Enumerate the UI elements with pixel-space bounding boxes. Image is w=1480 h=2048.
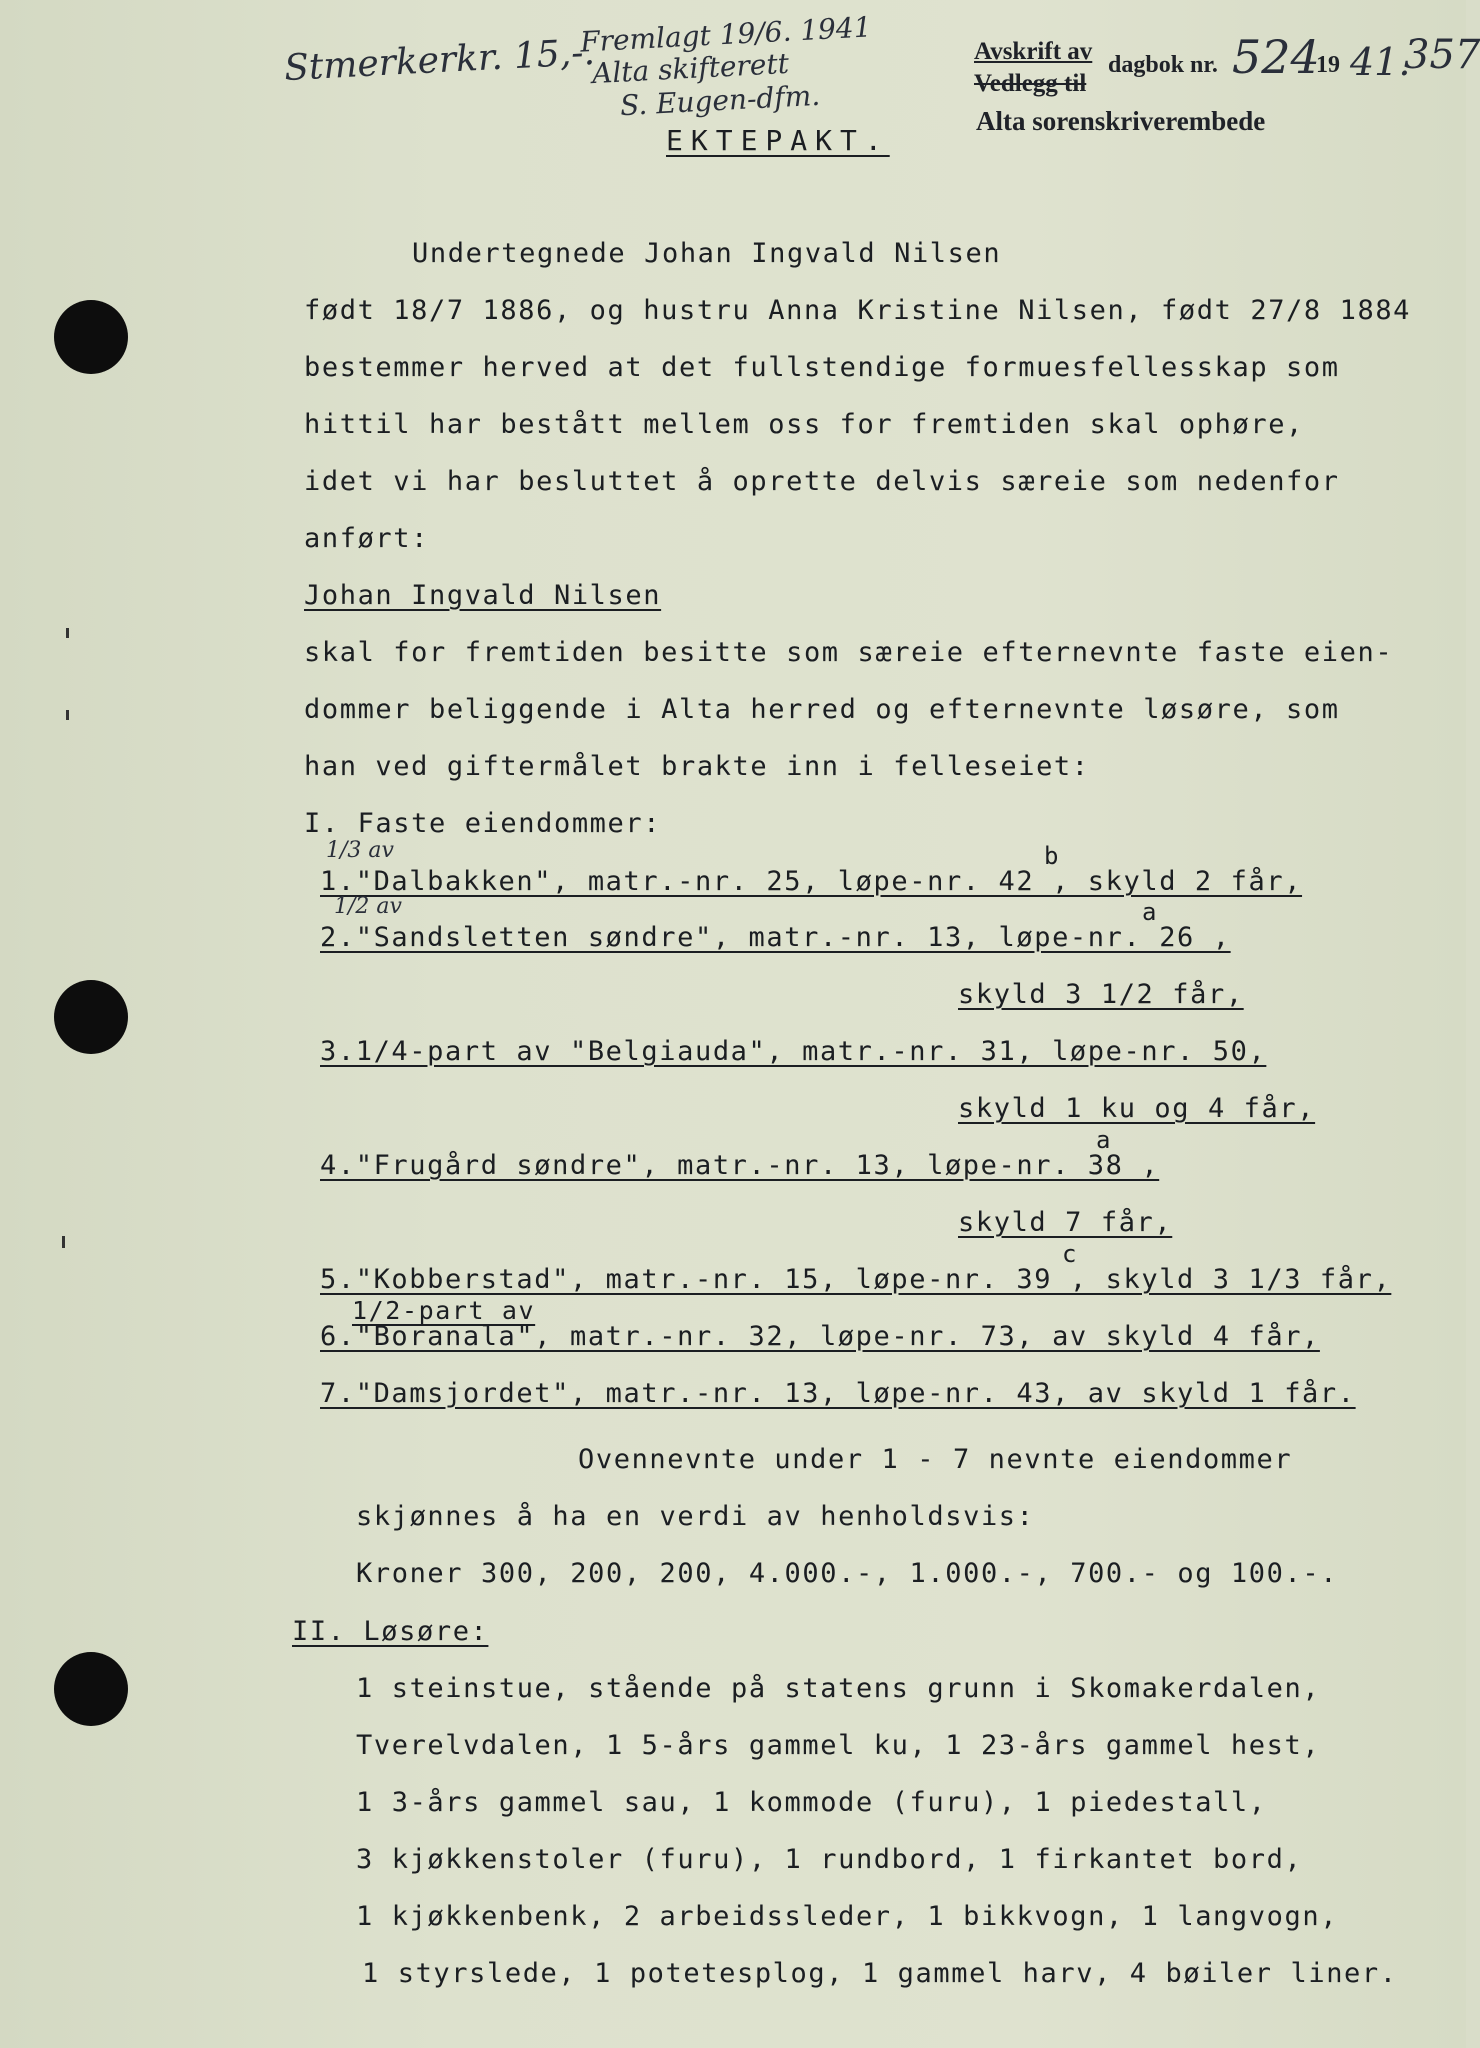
year-suffix: 41. bbox=[1350, 40, 1411, 84]
submission-note: Fremlagt 19/6. 1941 bbox=[579, 10, 873, 59]
valuation-line-3: Kroner 300, 200, 200, 4.000.-, 1.000.-, 700.- og 100.-. bbox=[356, 1558, 1339, 1589]
movables-line-1: 1 steinstue, stående på statens grunn i Skomakerdalen, bbox=[356, 1673, 1321, 1704]
movables-line-5: 1 kjøkkenbenk, 2 arbeidssleder, 1 bikkvogn, 1 langvogn, bbox=[356, 1901, 1339, 1932]
stamp-office: Alta sorenskriverembede bbox=[976, 106, 1266, 136]
property-4-skyld: skyld 7 får, bbox=[958, 1207, 1173, 1238]
property-2: 2."Sandsletten søndre", matr.-nr. 13, løpe-nr. 26 , bbox=[320, 922, 1231, 953]
stamp-year-prefix: 19 bbox=[1316, 52, 1340, 78]
person-text-1: skal for fremtiden besitte som særeie efternevnte faste eien- bbox=[304, 637, 1394, 668]
signature-note: S. Eugen-dfm. bbox=[619, 78, 821, 123]
margin-mark bbox=[66, 628, 69, 638]
property-5: 5."Kobberstad", matr.-nr. 15, løpe-nr. 39 , skyld 3 1/3 får, bbox=[320, 1264, 1392, 1295]
movables-line-6: 1 styrslede, 1 potetesplog, 1 gammel harv, 4 bøiler liner. bbox=[362, 1958, 1398, 1989]
dagbok-number: 524 bbox=[1232, 30, 1320, 84]
property1-sup: b bbox=[1044, 842, 1059, 870]
stamp-duty-note: Stmerkerkr. 15,-. bbox=[283, 31, 596, 90]
valuation-line-1: Ovennevnte under 1 - 7 nevnte eiendommer bbox=[578, 1444, 1293, 1475]
property5-sup: c bbox=[1062, 1240, 1077, 1268]
section1-heading: I. Faste eiendommer: bbox=[304, 808, 662, 839]
property-1: 1."Dalbakken", matr.-nr. 25, løpe-nr. 42 , skyld 2 får, bbox=[320, 866, 1303, 897]
stamp-vedlegg-label: Vedlegg til bbox=[974, 70, 1087, 97]
intro-line-5: idet vi har besluttet å oprette delvis særeie som nedenfor bbox=[304, 466, 1340, 497]
intro-line-4: hittil har bestått mellem oss for fremtiden skal ophøre, bbox=[304, 409, 1304, 440]
intro-line-1: Undertegnede Johan Ingvald Nilsen bbox=[412, 238, 1002, 269]
movables-line-3: 1 3-års gammel sau, 1 kommode (furu), 1 piedestall, bbox=[356, 1787, 1267, 1818]
margin-mark bbox=[66, 710, 69, 720]
property-4: 4."Frugård søndre", matr.-nr. 13, løpe-nr. 38 , bbox=[320, 1150, 1160, 1181]
property1-margin-note: 1/3 av bbox=[326, 838, 394, 863]
punch-hole-top bbox=[54, 300, 128, 374]
property-6: 6."Boranala", matr.-nr. 32, løpe-nr. 73, av skyld 4 får, bbox=[320, 1321, 1320, 1352]
punch-hole-middle bbox=[54, 980, 128, 1054]
person-heading: Johan Ingvald Nilsen bbox=[304, 580, 662, 611]
movables-line-4: 3 kjøkkenstoler (furu), 1 rundbord, 1 firkantet bord, bbox=[356, 1844, 1303, 1875]
property-2-skyld: skyld 3 1/2 får, bbox=[958, 979, 1244, 1010]
property6-margin-note: 1/2-part av bbox=[352, 1296, 536, 1325]
property4-sup: a bbox=[1096, 1126, 1111, 1154]
person-text-2: dommer beliggende i Alta herred og efternevnte løsøre, som bbox=[304, 694, 1340, 725]
intro-line-6: anført: bbox=[304, 523, 429, 554]
property-3: 3.1/4-part av "Belgiauda", matr.-nr. 31, løpe-nr. 50, bbox=[320, 1036, 1267, 1067]
intro-line-2: født 18/7 1886, og hustru Anna Kristine Nilsen, født 27/8 1884 bbox=[304, 295, 1412, 326]
valuation-line-2: skjønnes å ha en verdi av henholdsvis: bbox=[356, 1501, 1035, 1532]
punch-hole-bottom bbox=[54, 1652, 128, 1726]
stamp-avskrift-label: Avskrift av bbox=[974, 38, 1093, 65]
person-text-3: han ved giftermålet brakte inn i felleseiet: bbox=[304, 751, 1090, 782]
property-3-skyld: skyld 1 ku og 4 får, bbox=[958, 1093, 1316, 1124]
stamp-vedlegg bbox=[974, 70, 1086, 98]
property2-sup: a bbox=[1142, 898, 1157, 926]
document-title: EKTEPAKT. bbox=[666, 124, 890, 157]
stamp-dagbok-label: dagbok nr. bbox=[1108, 52, 1218, 78]
movables-line-2: Tverelvdalen, 1 5-års gammel ku, 1 23-års gammel hest, bbox=[356, 1730, 1321, 1761]
property2-margin-note: 1/2 av bbox=[334, 894, 402, 919]
margin-mark bbox=[62, 1236, 65, 1248]
court-note: Alta skifterett bbox=[591, 46, 790, 91]
property-7: 7."Damsjordet", matr.-nr. 13, løpe-nr. 43, av skyld 1 får. bbox=[320, 1378, 1356, 1409]
intro-line-3: bestemmer herved at det fullstendige formuesfellesskap som bbox=[304, 352, 1340, 383]
section2-heading: II. Løsøre: bbox=[292, 1616, 489, 1647]
stamp-avskrift bbox=[974, 38, 1092, 66]
page-number: 357 bbox=[1404, 32, 1480, 78]
